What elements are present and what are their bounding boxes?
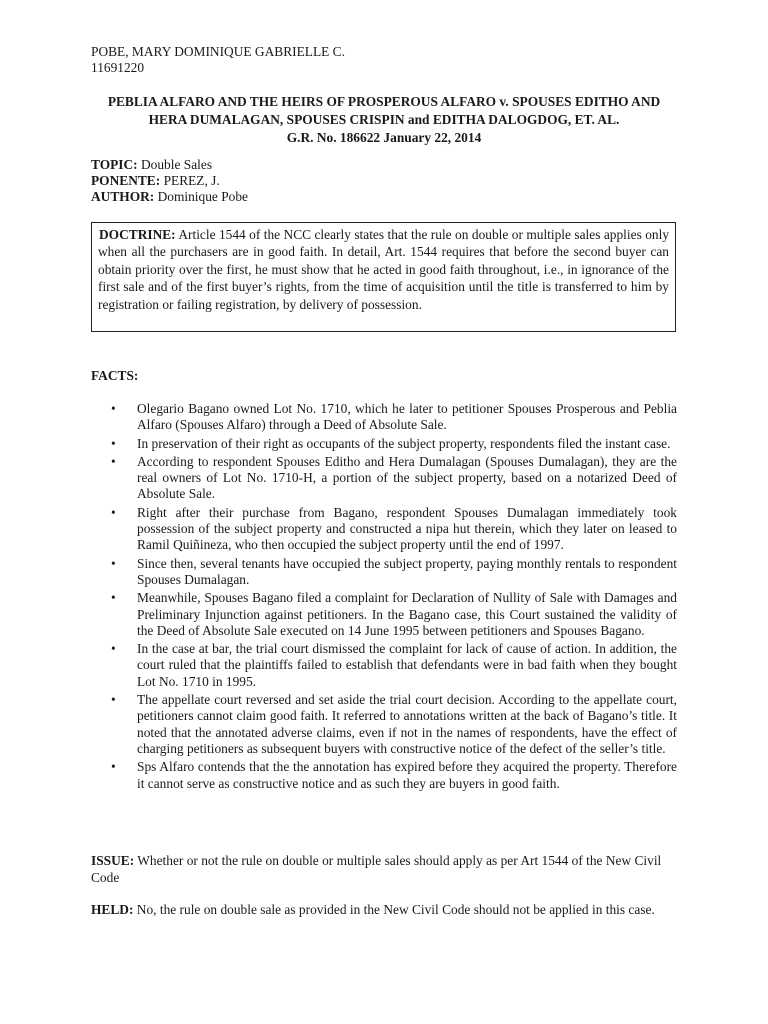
held-text: No, the rule on double sale as provided in the New Civil Code should not be applied in this case. <box>136 902 655 917</box>
case-citation: G.R. No. 186622 January 22, 2014 <box>286 130 482 145</box>
issue-text: Whether or not the rule on double or multiple sales should apply as per Art 1544 of the New Civil Code <box>91 853 662 885</box>
author-value: Dominique Pobe <box>157 189 248 205</box>
case-title-line-1: PEBLIA ALFARO AND THE HEIRS OF PROSPEROUS ALFARO v. SPOUSES EDITHO AND <box>107 94 661 109</box>
issue-section <box>91 852 677 886</box>
list-item: • According to respondent Spouses Editho and Hera Dumalagan (Spouses Dumalagan), they are the real owners of Lot No. 1710-H, a portion of the subject property, based on a notarized Deed of Absolute Sale. <box>111 453 677 502</box>
topic-row <box>91 157 248 173</box>
ponente-value: PEREZ, J. <box>163 173 220 189</box>
student-id: 11691220 <box>91 60 145 76</box>
list-item: • In preservation of their right as occupants of the subject property, respondents filed the instant case. <box>111 435 671 451</box>
case-meta <box>91 157 248 206</box>
held-section <box>91 902 711 918</box>
ponente-label: PONENTE: <box>91 173 161 189</box>
student-name: POBE, MARY DOMINIQUE GABRIELLE C. <box>91 44 345 59</box>
list-item: • The appellate court reversed and set aside the trial court decision. According to the appellate court, petitioners cannot claim good faith. It referred to annotations written at the back of Bagano’s title. It noted that the annotated adverse claims, even if not in the names of respondents, have the effect of charging petitioners as subsequent buyers with constructive notice of the defect of the seller’s title. <box>111 692 677 756</box>
list-item: • Right after their purchase from Bagano, respondent Spouses Dumalagan immediately took possession of the subject property and constructed a nipa hut therein, which they later on leased to Ramil Quiñineza, who then occupied the subject property until the end of 1997. <box>111 504 677 553</box>
list-item: • Meanwhile, Spouses Bagano filed a complaint for Declaration of Nullity of Sale with Damages and Preliminary Injunction against petitioners. In the Bagano case, this Court sustained the validity of the Deed of Absolute Sale executed on 14 June 1995 between petitioners and Spouses Bagano. <box>111 590 677 638</box>
list-item: • In the case at bar, the trial court dismissed the complaint for lack of cause of action. In addition, the court ruled that the plaintiffs failed to establish that defendants were in bad faith when they bought Lot No. 1710 in 1995. <box>111 641 677 689</box>
bullet-icon: • <box>111 759 116 775</box>
doctrine-text: Article 1544 of the NCC clearly states that the rule on double or multiple sales applies only when all the purchasers are in good faith. In detail, Art. 1544 requires that before the second buyer can obtain priority over the first, he must show that he acted in good faith throughout, i.e., in ignorance of the first sale and of the first buyer’s rights, from the time of acquisition until the title is transferred to him by registration or failing registration, by delivery of possession. <box>98 227 670 312</box>
doctrine-box <box>91 222 676 332</box>
bullet-icon: • <box>111 504 116 520</box>
bullet-icon: • <box>111 641 116 657</box>
author-label: AUTHOR: <box>91 189 155 205</box>
list-item: • Since then, several tenants have occupied the subject property, paying monthly rentals to respondent Spouses Dumalagan. <box>111 555 677 587</box>
topic-value: Double Sales <box>141 157 213 172</box>
held-label: HELD: <box>91 902 134 917</box>
author-row <box>91 189 248 205</box>
facts-heading: FACTS: <box>91 368 139 383</box>
bullet-icon: • <box>111 435 116 451</box>
doctrine-label: DOCTRINE: <box>99 227 176 242</box>
ponente-row <box>91 173 248 189</box>
author-block <box>91 44 345 76</box>
bullet-icon: • <box>111 692 116 708</box>
list-item: • Sps Alfaro contends that the the annotation has expired before they acquired the property. Therefore it cannot serve as constructive notice and as such they are buyers in good faith. <box>111 759 677 791</box>
issue-label: ISSUE: <box>91 853 135 868</box>
topic-label: TOPIC: <box>91 157 138 172</box>
bullet-icon: • <box>111 590 116 606</box>
bullet-icon: • <box>111 453 116 469</box>
list-item: • Olegario Bagano owned Lot No. 1710, which he later to petitioner Spouses Prosperous and Peblia Alfaro (Spouses Alfaro) through a Deed of Absolute Sale. <box>111 401 677 433</box>
facts-list <box>91 401 677 794</box>
case-title <box>60 93 708 147</box>
bullet-icon: • <box>111 555 116 571</box>
case-title-line-2: HERA DUMALAGAN, SPOUSES CRISPIN and EDITHA DALOGDOG, ET. AL. <box>148 112 620 127</box>
bullet-icon: • <box>111 401 116 416</box>
